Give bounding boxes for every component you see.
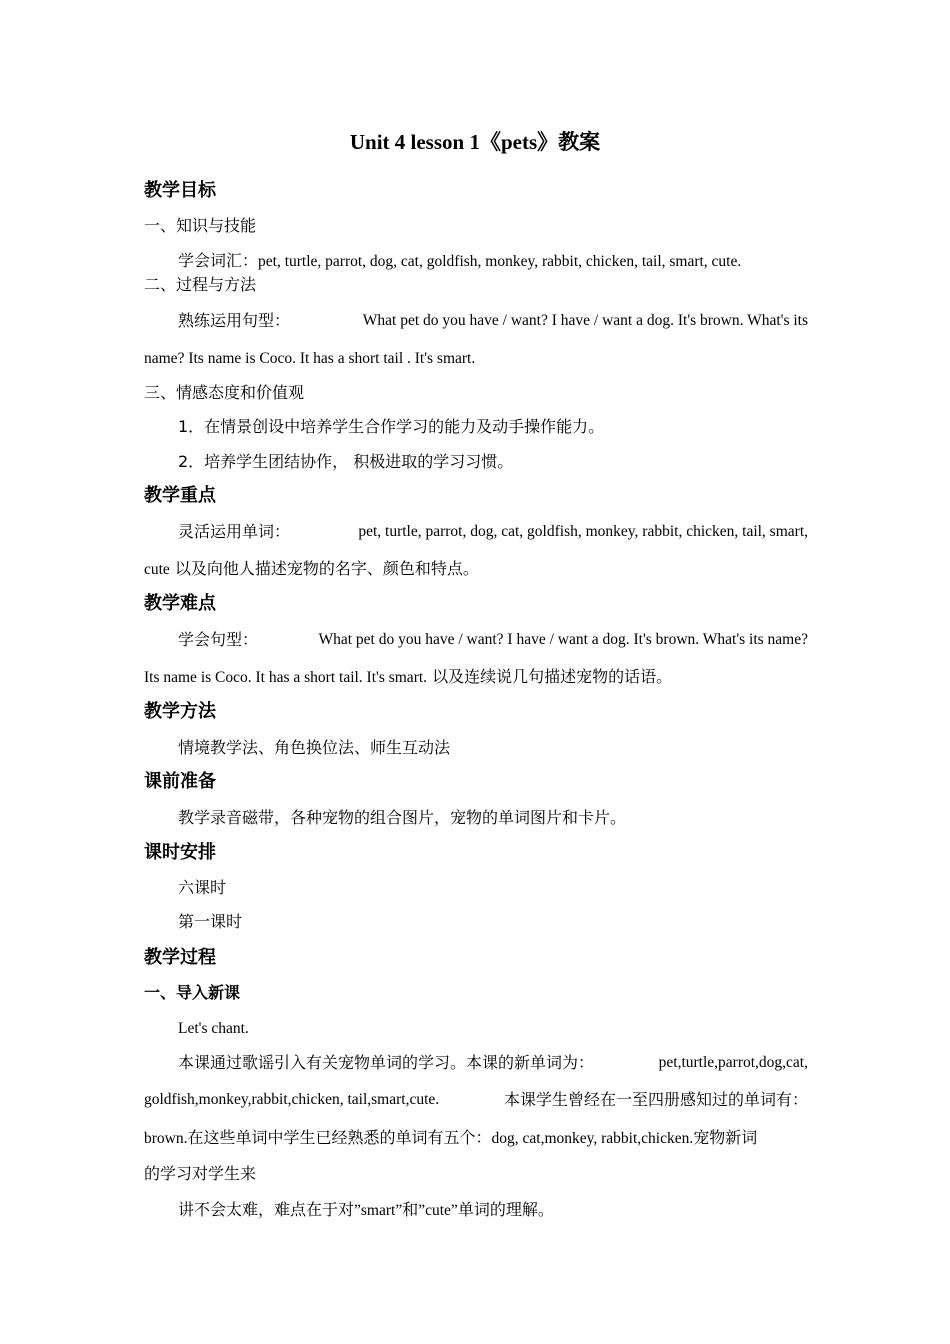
intro-chant <box>144 1016 842 1041</box>
schedule-first: 第一课时 <box>178 912 243 931</box>
heading-preparation: 课前准备 <box>144 771 216 792</box>
heading-attitude: 三、情感态度和价值观 <box>144 383 305 402</box>
preparation-text: 教学录音磁带，各种宠物的组合图片，宠物的单词图片和卡片。 <box>178 808 627 827</box>
difficulties-line2 <box>144 665 808 690</box>
intro-paragraph-line4: 的学习对学生来 <box>144 1164 257 1183</box>
key-points-desc: 以及向他人描述宠物的名字、颜色和特点。 <box>169 559 479 578</box>
knowledge-vocabulary <box>144 249 842 274</box>
intro-p5-cute: ”cute” <box>418 1202 458 1219</box>
difficulties-sentences-2: Its name is Coco. It has a short tail. It's smart. <box>144 669 428 686</box>
intro-chant-text: Let's chant. <box>178 1020 249 1037</box>
intro-p3-cn2: 宠物新词 <box>693 1128 758 1147</box>
heading-difficulties: 教学难点 <box>144 593 216 614</box>
difficulties-sentences: What pet do you have / want? I have / want a dog. It's brown. What's its name? <box>318 631 808 648</box>
knowledge-words: pet, turtle, parrot, dog, cat, goldfish, monkey, rabbit, chicken, tail, smart, cute. <box>258 253 742 270</box>
knowledge-label: 学会词汇： <box>178 251 259 270</box>
process-sentences-line1 <box>144 309 808 333</box>
heading-intro: 一、导入新课 <box>144 983 241 1002</box>
intro-p3-words: dog, cat,monkey, rabbit,chicken. <box>491 1130 694 1147</box>
intro-paragraph-line5 <box>144 1198 842 1223</box>
key-points-words: pet, turtle, parrot, dog, cat, goldfish, monkey, rabbit, chicken, tail, smart, <box>358 523 808 540</box>
intro-p3-cn: 在这些单词中学生已经熟悉的单词有五个： <box>187 1128 492 1147</box>
process-line1: What pet do you have / want? I have / want a dog. It's brown. What's its <box>362 312 808 329</box>
key-points-line1 <box>144 520 808 544</box>
intro-p5-cn1: 讲不会太难，难点在于对 <box>178 1200 355 1219</box>
intro-p2-cn: 本课学生曾经在一至四册感知过的单词有： <box>503 1090 808 1109</box>
intro-p5-smart: ”smart” <box>354 1202 403 1219</box>
process-sentences-line2 <box>144 346 808 371</box>
heading-process-method: 二、过程与方法 <box>144 275 257 294</box>
key-points-label: 灵活运用单词： <box>178 522 291 541</box>
intro-paragraph-line1 <box>144 1051 808 1075</box>
heading-key-points: 教学重点 <box>144 485 216 506</box>
heading-schedule: 课时安排 <box>144 842 216 863</box>
methods-text: 情境教学法、角色换位法、师生互动法 <box>178 738 451 757</box>
intro-p3-brown: brown. <box>144 1130 188 1147</box>
heading-methods: 教学方法 <box>144 701 216 722</box>
heading-objectives: 教学目标 <box>144 180 216 201</box>
process-line2: name? Its name is Coco. It has a short tail . It's smart. <box>144 350 476 367</box>
difficulties-line1 <box>144 628 808 652</box>
heading-knowledge: 一、知识与技能 <box>144 216 257 235</box>
schedule-total: 六课时 <box>178 878 227 897</box>
attitude-item-1: 1．在情景创设中培养学生合作学习的能力及动手操作能力。 <box>178 417 605 436</box>
intro-p1-words: pet,turtle,parrot,dog,cat, <box>658 1054 808 1071</box>
heading-teaching-process: 教学过程 <box>144 947 216 968</box>
intro-paragraph-line3 <box>144 1126 808 1151</box>
process-label: 熟练运用句型： <box>178 311 291 330</box>
difficulties-desc: 以及连续说几句描述宠物的话语。 <box>427 667 673 686</box>
key-points-cute: cute <box>144 561 170 578</box>
intro-p5-cn3: 单词的理解。 <box>457 1200 554 1219</box>
difficulties-label: 学会句型： <box>178 630 259 649</box>
intro-p2-words: goldfish,monkey,rabbit,chicken, tail,smart,cute. <box>144 1091 440 1108</box>
document-title: Unit 4 lesson 1《pets》教案 <box>349 130 601 154</box>
attitude-item-2: 2．培养学生团结协作， 积极进取的学习习惯。 <box>178 452 514 471</box>
intro-p5-and: 和 <box>402 1200 419 1219</box>
intro-paragraph-line2 <box>144 1088 808 1112</box>
intro-p1-cn: 本课通过歌谣引入有关宠物单词的学习。本课的新单词为： <box>178 1053 595 1072</box>
key-points-line2 <box>144 557 808 582</box>
